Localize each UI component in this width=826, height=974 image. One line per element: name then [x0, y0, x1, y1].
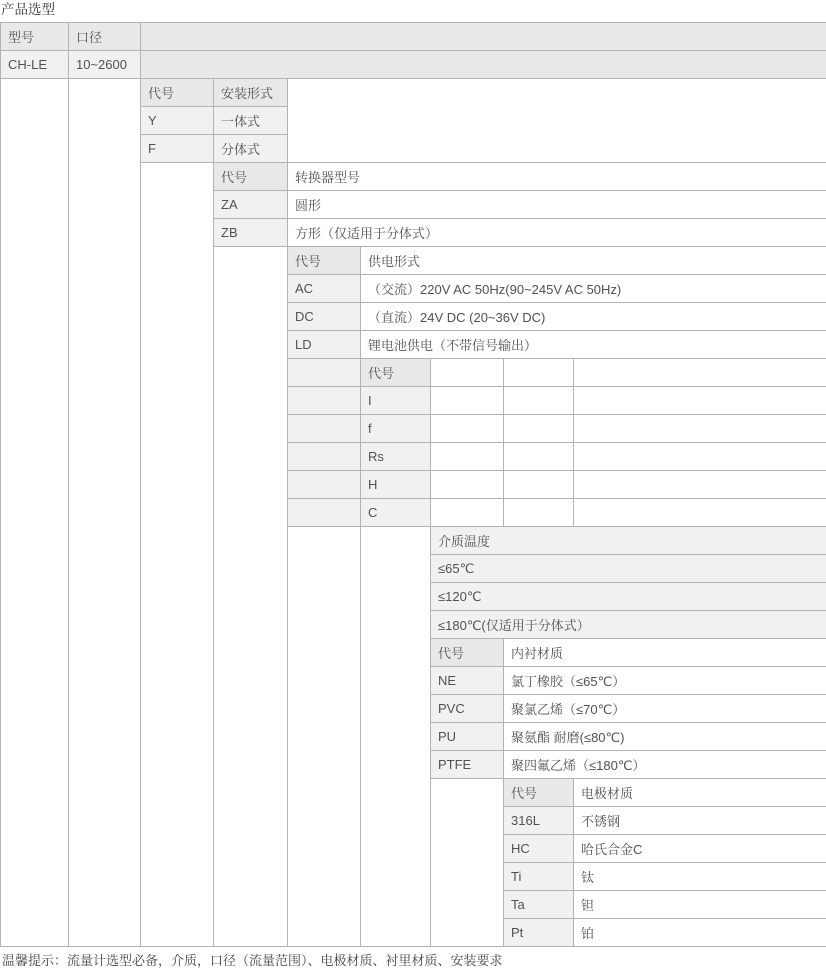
model-value-cell: CH-LE: [1, 51, 69, 79]
lining-code-header-cell: 代号: [431, 639, 504, 667]
empty-cell: [574, 415, 826, 443]
empty-cell: [504, 499, 574, 527]
spacer-cell: [69, 79, 141, 947]
power-label-header-cell: 供电形式: [361, 247, 826, 275]
header-filler-cell: [141, 51, 826, 79]
medium-temp-row-cell: ≤120℃: [431, 583, 826, 611]
empty-cell: [504, 359, 574, 387]
spacer-cell: [288, 359, 361, 387]
header-filler-cell: [141, 23, 826, 51]
page-title: 产品选型: [0, 0, 826, 22]
spacer-cell: [141, 163, 214, 947]
electrode-code-header-cell: 代号: [504, 779, 574, 807]
converter-code-header-cell: 代号: [214, 163, 288, 191]
electrode-label-ta-cell: 钽: [574, 891, 826, 919]
spacer-cell: [361, 527, 431, 947]
lining-label-ptfe-cell: 聚四氟乙烯（≤180℃）: [504, 751, 826, 779]
converter-label-za-cell: 圆形: [288, 191, 826, 219]
output-code-c-cell: C: [361, 499, 431, 527]
power-label-dc-cell: （直流）24V DC (20~36V DC): [361, 303, 826, 331]
electrode-code-pt-cell: Pt: [504, 919, 574, 947]
electrode-label-pt-cell: 铂: [574, 919, 826, 947]
electrode-label-316l-cell: 不锈钢: [574, 807, 826, 835]
electrode-label-header-cell: 电极材质: [574, 779, 826, 807]
empty-cell: [574, 471, 826, 499]
installation-label-f-cell: 分体式: [214, 135, 288, 163]
empty-cell: [574, 387, 826, 415]
empty-cell: [504, 471, 574, 499]
lining-label-pvc-cell: 聚氯乙烯（≤70℃）: [504, 695, 826, 723]
empty-cell: [431, 443, 504, 471]
installation-code-f-cell: F: [141, 135, 214, 163]
spacer-cell: [288, 443, 361, 471]
spacer-cell: [288, 415, 361, 443]
medium-temp-row-cell: ≤180℃(仅适用于分体式）: [431, 611, 826, 639]
spacer-cell: [288, 387, 361, 415]
diameter-value-cell: 10~2600: [69, 51, 141, 79]
table-row: [1, 79, 826, 107]
medium-temp-row-cell: ≤65℃: [431, 555, 826, 583]
medium-temp-header-cell: 介质温度: [431, 527, 826, 555]
power-label-ld-cell: 锂电池供电（不带信号输出）: [361, 331, 826, 359]
spacer-cell: [288, 499, 361, 527]
converter-label-zb-cell: 方形（仅适用于分体式）: [288, 219, 826, 247]
output-code-f-cell: f: [361, 415, 431, 443]
spacer-cell: [288, 79, 826, 163]
table-row: [1, 23, 826, 51]
spacer-cell: [288, 527, 361, 947]
lining-code-pu-cell: PU: [431, 723, 504, 751]
lining-label-ne-cell: 氯丁橡胶（≤65℃）: [504, 667, 826, 695]
installation-code-header-cell: 代号: [141, 79, 214, 107]
power-code-header-cell: 代号: [288, 247, 361, 275]
empty-cell: [574, 499, 826, 527]
model-header-cell: 型号: [1, 23, 69, 51]
installation-label-y-cell: 一体式: [214, 107, 288, 135]
footer-note: 温馨提示：流量计选型必备，介质，口径（流量范围）、电极材质、衬里材质、安装要求: [0, 947, 826, 974]
power-code-dc-cell: DC: [288, 303, 361, 331]
empty-cell: [431, 359, 504, 387]
electrode-code-ti-cell: Ti: [504, 863, 574, 891]
electrode-code-316l-cell: 316L: [504, 807, 574, 835]
lining-label-header-cell: 内衬材质: [504, 639, 826, 667]
output-code-header-cell: 代号: [361, 359, 431, 387]
electrode-code-ta-cell: Ta: [504, 891, 574, 919]
empty-cell: [431, 499, 504, 527]
power-code-ac-cell: AC: [288, 275, 361, 303]
converter-code-zb-cell: ZB: [214, 219, 288, 247]
converter-label-header-cell: 转换器型号: [288, 163, 826, 191]
empty-cell: [504, 415, 574, 443]
empty-cell: [504, 387, 574, 415]
electrode-code-hc-cell: HC: [504, 835, 574, 863]
output-code-rs-cell: Rs: [361, 443, 431, 471]
table-row: [1, 51, 826, 79]
lining-code-pvc-cell: PVC: [431, 695, 504, 723]
installation-label-header-cell: 安装形式: [214, 79, 288, 107]
empty-cell: [431, 471, 504, 499]
output-code-h-cell: H: [361, 471, 431, 499]
spacer-cell: [431, 779, 504, 947]
empty-cell: [574, 359, 826, 387]
installation-code-y-cell: Y: [141, 107, 214, 135]
spacer-cell: [1, 79, 69, 947]
electrode-label-hc-cell: 哈氏合金C: [574, 835, 826, 863]
power-label-ac-cell: （交流）220V AC 50Hz(90~245V AC 50Hz): [361, 275, 826, 303]
power-code-ld-cell: LD: [288, 331, 361, 359]
converter-code-za-cell: ZA: [214, 191, 288, 219]
electrode-label-ti-cell: 钛: [574, 863, 826, 891]
spacer-cell: [214, 247, 288, 947]
lining-code-ptfe-cell: PTFE: [431, 751, 504, 779]
empty-cell: [574, 443, 826, 471]
lining-label-pu-cell: 聚氨酯 耐磨(≤80℃): [504, 723, 826, 751]
empty-cell: [431, 387, 504, 415]
output-code-i-cell: I: [361, 387, 431, 415]
spacer-cell: [288, 471, 361, 499]
empty-cell: [431, 415, 504, 443]
diameter-header-cell: 口径: [69, 23, 141, 51]
product-selection-table: [0, 22, 826, 947]
lining-code-ne-cell: NE: [431, 667, 504, 695]
empty-cell: [504, 443, 574, 471]
